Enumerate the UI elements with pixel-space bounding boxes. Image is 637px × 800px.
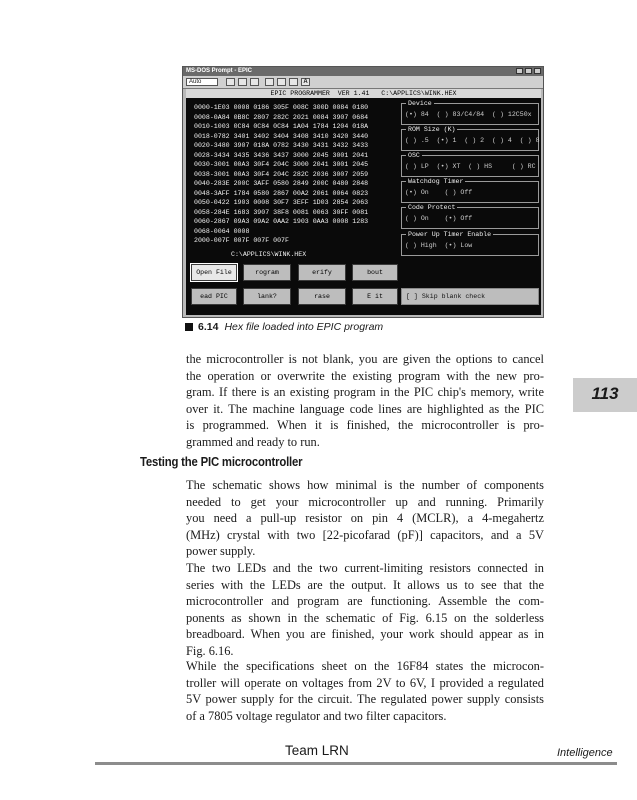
text-line: The schematic shows how minimal is the number of components [186,478,544,492]
hex-line: 0008-0A84 0B8C 2807 282C 2021 0084 3907 0684 [194,113,369,121]
fullscreen-icon[interactable] [265,78,274,86]
text-line: While the specifications sheet on the 16F84 states the microcon- [186,659,544,673]
page-number: 113 [591,384,619,403]
section-heading: Testing the PIC microcontroller [140,455,303,469]
hex-line: 0020-3480 3907 018A 0782 3430 3431 3432 3433 [194,142,369,149]
hex-line: 0058-284E 1683 3907 38F8 0081 0063 30FF 0081 [194,208,369,216]
copy-icon[interactable] [238,78,247,86]
text-line: is programmed. When it is finished, the microcontroller is pro- [186,418,544,433]
hex-line: 0018-0782 3401 3402 3404 3408 3410 3420 3440 [194,132,369,140]
text-line: series with the LEDs are the output. It allows us to see that the [186,577,544,592]
open-file-button[interactable]: Open File [191,264,237,281]
text-line: The two LEDs and the two current-limiting resistors connected in [186,561,544,575]
page-number-tab [573,378,637,412]
skip-blank-checkbox[interactable]: [ ] Skip blank check [401,288,539,305]
footer-rule [95,762,617,765]
hex-line: 0040-283E 200C 3AFF 0580 2849 200C 0480 2848 [194,180,369,187]
paragraph [186,351,544,451]
paragraph [186,560,544,660]
hex-line: 0050-0422 1903 0008 30F7 3EFF 1D03 2854 2063 [194,199,369,206]
panel-label: OSC [408,152,420,159]
watchdog-panel [401,178,539,203]
watchdog-options[interactable]: (•) On ( ) Off [405,189,473,196]
text-line: 5V power supply for the circuit. The regulated power supply consists [186,692,544,707]
hex-line: 2000-007F 007F 007F 007F [194,237,289,244]
hex-line: 0068-0064 0008 [194,227,250,235]
rom-size-options[interactable]: ( ) .5 (•) 1 ( ) 2 ( ) 4 ( ) 8 [405,137,540,144]
text-line: Fig. 6.16. [186,643,234,658]
panel-label: Device [408,100,432,107]
device-options[interactable]: (•) 84 ( ) 83/C4/84 ( ) 12C50x [405,111,532,118]
verify-button[interactable]: erify [298,264,346,281]
text-line: troller will operate on voltages from 2V to 6V, I provided a regulated [186,675,544,690]
text-line: ponents as shown in the schematic of Fig. 6.15 on the solderless [186,610,544,625]
erase-button[interactable]: rase [298,288,346,305]
hex-line: 0030-3001 00A3 30F4 204C 3000 2041 3001 2045 [194,161,369,168]
caption-number: 6.14 [198,321,219,333]
code-protect-panel [401,204,539,229]
properties-icon[interactable] [277,78,286,86]
paste-icon[interactable] [250,78,259,86]
text-line: power supply. [186,544,256,559]
text-line: (MHz) crystal with two [22-picofarad (pF)] capacitors, and a 5V [186,527,544,542]
osc-panel [401,152,539,177]
hex-line: 0038-3001 00A3 30F4 204C 282C 2036 3007 2059 [194,170,369,178]
power-up-timer-options[interactable]: ( ) High (•) Low [405,242,473,249]
power-up-timer-panel [401,231,539,256]
caption-text: Hex file loaded into EPIC program [224,321,384,333]
text-line: the microcontroller is not blank, you are given the options to cancel [186,352,544,366]
mark-icon[interactable] [226,78,235,86]
epic-program-screenshot [182,66,544,318]
panel-label: Watchdog Timer [408,178,464,185]
footer-watermark: Team LRN [285,743,349,758]
background-icon[interactable] [289,78,298,86]
font-size-select[interactable]: Auto [186,78,218,86]
hex-line: 0000-1E03 0008 0186 305F 008C 300D 0084 0180 [194,104,369,111]
about-button[interactable]: bout [352,264,398,281]
panel-label: ROM Size (K) [408,126,456,133]
rom-size-panel [401,126,540,151]
text-line: gram. If there is an existing program in the PIC chip's memory, write [186,385,544,400]
panel-label: Power Up Timer Enable [408,231,492,238]
hex-line: 0028-3434 3435 3436 3437 3000 2045 3001 2041 [194,151,369,159]
text-line: of a 7805 voltage regulator and two filter capacitors. [186,708,447,723]
dos-toolbar [183,76,543,89]
text-line: the operation or overwrite the existing program with the new pro- [186,368,544,383]
exit-button[interactable]: E it [352,288,398,305]
text-line: you need a pull-up resistor on pin 4 (MCLR), a 4-megahertz [186,511,544,526]
text-line: over it. The machine language code lines are highlighted as the PIC [186,401,544,416]
code-protect-options[interactable]: ( ) On (•) Off [405,215,473,222]
close-icon[interactable] [534,68,541,74]
hex-line: 0048-3AFF 1784 0580 2867 00A2 2061 0064 0823 [194,189,369,197]
text-line: microcontroller and program are functioning. Assemble the com- [186,594,544,609]
maximize-icon[interactable] [525,68,532,74]
minimize-icon[interactable] [516,68,523,74]
dos-console [186,89,541,315]
figure-caption [185,321,383,333]
paragraph [186,477,544,560]
font-button[interactable]: A [301,78,310,86]
hex-line: 0060-2867 09A3 09A2 0AA2 1903 0AA3 0008 1283 [194,218,369,225]
text-line: grammed and ready to run. [186,434,320,449]
program-header: EPIC PROGRAMMER VER 1.41 C:\APPLICS\WINK.HEX [186,89,541,98]
program-button[interactable]: rogram [243,264,291,281]
footer-series: Intelligence [557,747,613,759]
panel-label: Code Protect [408,204,456,211]
current-file-path: C:\APPLICS\WINK.HEX [231,251,307,258]
window-title: MS-DOS Prompt - EPIC [186,68,253,74]
text-line: needed to get your microcontroller up and running. Primarily [186,494,544,509]
window-titlebar [183,67,543,76]
hex-line: 0010-1003 0C84 0C84 0C84 1A04 1784 1204 018A [194,123,369,130]
text-line: breadboard. When you are finished, your work should appear as in [186,627,544,642]
caption-square-icon [185,323,193,331]
device-panel [401,100,539,125]
osc-options[interactable]: ( ) LP (•) XT ( ) HS ( ) RC [405,163,536,170]
hex-listing [194,104,399,268]
read-pic-button[interactable]: ead PIC [191,288,237,305]
paragraph [186,658,544,724]
blank-check-button[interactable]: lank? [243,288,291,305]
